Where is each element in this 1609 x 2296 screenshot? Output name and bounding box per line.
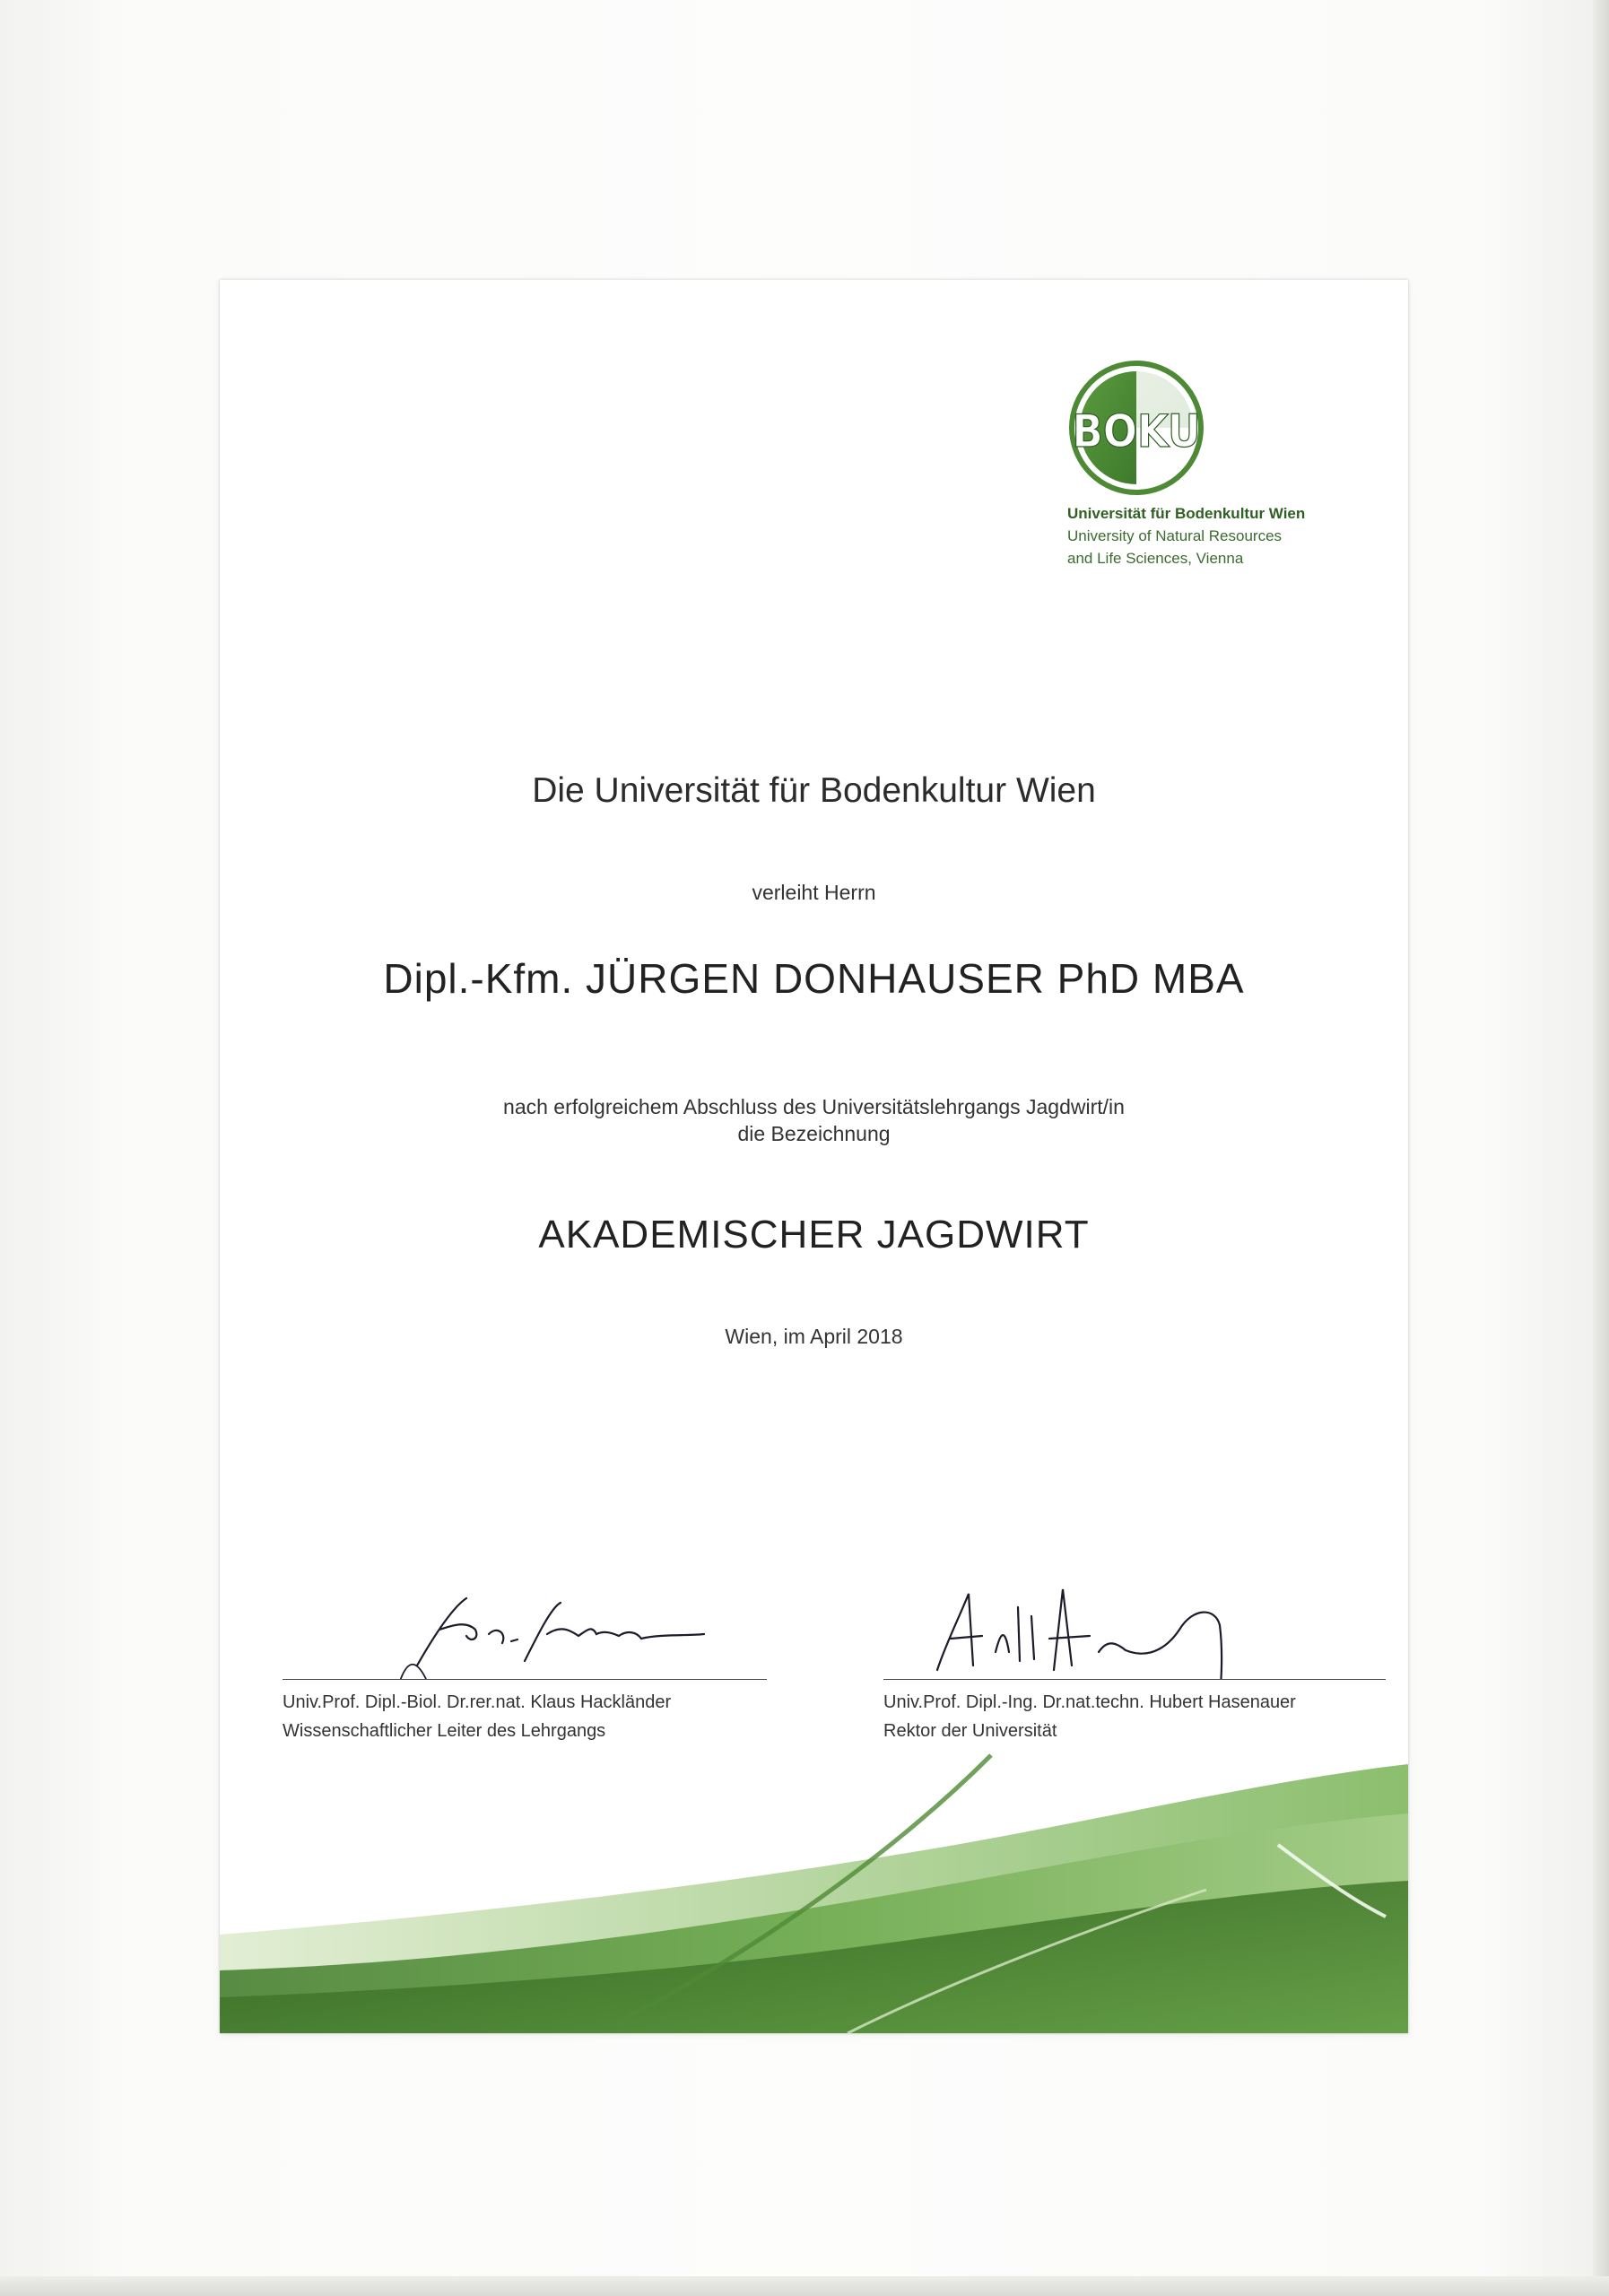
handwritten-signature-right-icon [883, 1553, 1386, 1679]
university-name-en-2: and Life Sciences, Vienna [1067, 550, 1244, 567]
signature-block-left [283, 1580, 767, 1744]
university-name-en-1: University of Natural Resources [1067, 527, 1283, 544]
university-name-de: Universität für Bodenkultur Wien [1067, 505, 1306, 522]
award-verb: verleiht Herrn [752, 881, 876, 904]
recipient-name: Dipl.-Kfm. JÜRGEN DONHAUSER PhD MBA [383, 955, 1245, 1002]
signature-line-right [883, 1679, 1386, 1680]
frame-edge-right [1593, 0, 1609, 2296]
completion-line-2: die Bezeichnung [737, 1122, 891, 1145]
signatory-name-right: Univ.Prof. Dipl.-Ing. Dr.nat.techn. Hubert Hasenauer [883, 1692, 1296, 1712]
university-logo-block [1067, 359, 1399, 574]
boku-logo-icon [1067, 359, 1206, 498]
signatory-role-left: Wissenschaftlicher Leiter des Lehrgangs [283, 1721, 606, 1741]
issuer-heading: Die Universität für Bodenkultur Wien [532, 771, 1096, 810]
signature-line-left [283, 1679, 767, 1680]
logo-mark-text: BOKU [1072, 405, 1201, 457]
degree-title: AKADEMISCHER JAGDWIRT [538, 1213, 1090, 1257]
signatory-name-left: Univ.Prof. Dipl.-Biol. Dr.rer.nat. Klaus Hackländer [283, 1692, 672, 1712]
certificate-sheet [220, 280, 1408, 2033]
handwritten-signature-left-icon [283, 1580, 767, 1679]
green-wave-decoration-icon [220, 1746, 1408, 2033]
place-date: Wien, im April 2018 [725, 1325, 903, 1348]
signatory-role-right: Rektor der Universität [883, 1721, 1057, 1741]
completion-text [220, 1093, 1408, 1147]
signature-block-right [883, 1553, 1386, 1744]
completion-line-1: nach erfolgreichem Abschluss des Universitätslehrgangs Jagdwirt/in [503, 1095, 1125, 1118]
university-name-lines [1067, 502, 1399, 570]
frame-edge-bottom [0, 2276, 1609, 2296]
